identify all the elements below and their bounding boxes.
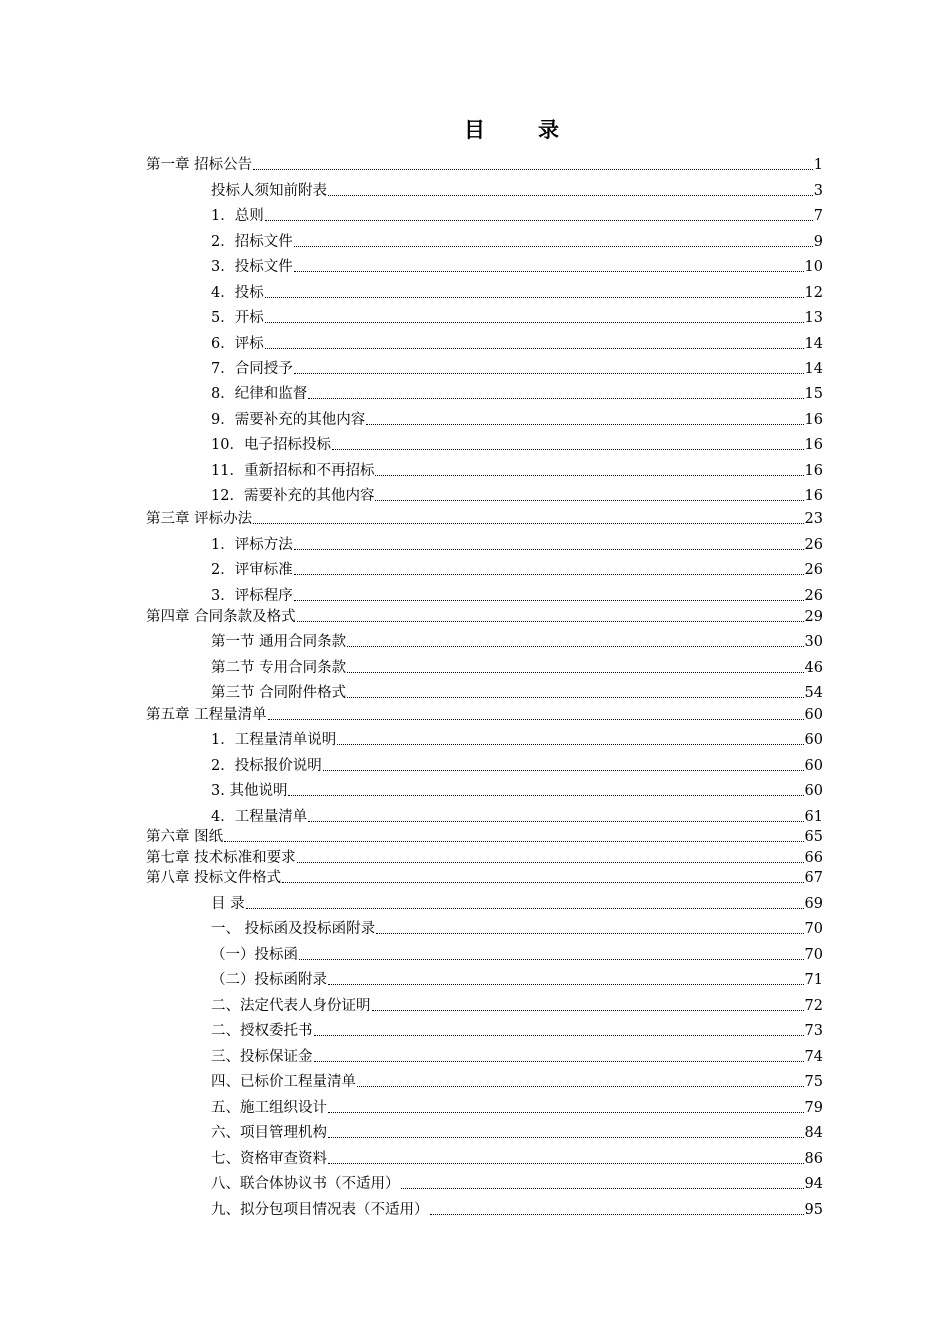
toc-entry-page: 69 — [804, 896, 823, 912]
toc-entry-page: 94 — [804, 1176, 823, 1192]
toc-entry-label: 3. 其他说明 — [211, 783, 288, 799]
toc-entry[interactable] — [211, 944, 823, 964]
toc-entry-label: （二）投标函附录 — [211, 972, 327, 988]
toc-entry[interactable] — [211, 1173, 823, 1193]
toc-entry[interactable] — [211, 1071, 823, 1091]
toc-entry-page: 14 — [804, 361, 823, 377]
toc-entry-label: 11．重新招标和不再招标 — [211, 463, 375, 479]
toc-entry-page: 54 — [804, 685, 823, 701]
toc-entry-label: 投标人须知前附表 — [211, 183, 327, 199]
toc-entry-label: 10．电子招标投标 — [211, 437, 331, 453]
toc-leader-dots — [265, 348, 804, 349]
toc-leader-dots — [372, 1010, 804, 1011]
toc-entry[interactable] — [146, 704, 823, 724]
toc-entry-page: 67 — [804, 870, 823, 886]
toc-leader-dots — [294, 271, 804, 272]
toc-entry-label: 二、法定代表人身份证明 — [211, 998, 371, 1014]
toc-entry-page: 70 — [804, 921, 823, 937]
toc-entry[interactable] — [211, 893, 823, 913]
toc-leader-dots — [430, 1214, 804, 1215]
toc-entry[interactable] — [211, 534, 823, 554]
toc-entry[interactable] — [211, 333, 823, 353]
toc-entry-page: 72 — [804, 998, 823, 1014]
toc-entry[interactable] — [211, 969, 823, 989]
toc-entry[interactable] — [146, 867, 823, 887]
toc-entry-label: 六、项目管理机构 — [211, 1125, 327, 1141]
toc-entry-label: 三、投标保证金 — [211, 1049, 313, 1065]
toc-entry[interactable] — [146, 826, 823, 846]
toc-leader-dots — [328, 1137, 804, 1138]
toc-entry[interactable] — [211, 1020, 823, 1040]
toc-entry[interactable] — [211, 631, 823, 651]
toc-entry[interactable] — [211, 434, 823, 454]
toc-leader-dots — [328, 195, 813, 196]
toc-entry[interactable] — [211, 806, 823, 826]
toc-entry[interactable] — [146, 508, 823, 528]
toc-entry-page: 26 — [804, 588, 823, 604]
toc-entry-label: 一、 投标函及投标函附录 — [211, 921, 376, 937]
toc-entry[interactable] — [211, 256, 823, 276]
toc-title-char-2: 录 — [538, 117, 560, 142]
toc-leader-dots — [294, 246, 813, 247]
toc-entry[interactable] — [211, 307, 823, 327]
toc-entry[interactable] — [211, 729, 823, 749]
toc-leader-dots — [328, 984, 804, 985]
toc-entry-label: 4．投标 — [211, 285, 264, 301]
toc-leader-dots — [294, 549, 804, 550]
toc-entry[interactable] — [211, 780, 823, 800]
toc-entry[interactable] — [146, 847, 823, 867]
toc-entry[interactable] — [211, 460, 823, 480]
toc-entry-page: 15 — [804, 386, 823, 402]
toc-entry-page: 30 — [804, 634, 823, 650]
toc-entry-label: 二、授权委托书 — [211, 1023, 313, 1039]
toc-entry-label: 第八章 投标文件格式 — [146, 870, 282, 886]
toc-entry-label: 6．评标 — [211, 336, 264, 352]
toc-leader-dots — [265, 297, 804, 298]
toc-entry[interactable] — [211, 485, 823, 505]
toc-entry-page: 16 — [804, 412, 823, 428]
toc-entry-label: 五、施工组织设计 — [211, 1100, 327, 1116]
toc-entry-label: 1．工程量清单说明 — [211, 732, 337, 748]
toc-entry[interactable] — [211, 409, 823, 429]
toc-leader-dots — [376, 933, 803, 934]
toc-entry[interactable] — [211, 205, 823, 225]
toc-entry-page: 74 — [804, 1049, 823, 1065]
toc-entry[interactable] — [211, 1097, 823, 1117]
toc-entry-label: 4．工程量清单 — [211, 809, 308, 825]
toc-entry-page: 7 — [813, 208, 823, 224]
toc-entry-page: 60 — [804, 707, 823, 723]
toc-leader-dots — [328, 1112, 804, 1113]
toc-entry[interactable] — [146, 154, 823, 174]
toc-entry-page: 60 — [804, 732, 823, 748]
toc-entry-page: 60 — [804, 783, 823, 799]
toc-entry-label: 3．评标程序 — [211, 588, 293, 604]
toc-entry[interactable] — [211, 1046, 823, 1066]
toc-entry-label: 第六章 图纸 — [146, 829, 224, 845]
toc-entry-page: 75 — [804, 1074, 823, 1090]
toc-entry-label: 第三章 评标办法 — [146, 511, 253, 527]
toc-entry-label: 第五章 工程量清单 — [146, 707, 267, 723]
toc-entry[interactable] — [211, 918, 823, 938]
toc-entry-label: 九、拟分包项目情况表（不适用） — [211, 1202, 429, 1218]
toc-entry-page: 46 — [804, 660, 823, 676]
toc-entry-label: 第三节 合同附件格式 — [211, 685, 347, 701]
toc-entry-page: 16 — [804, 437, 823, 453]
toc-entry-label: 3．投标文件 — [211, 259, 293, 275]
toc-entry-label: 第七章 技术标准和要求 — [146, 850, 296, 866]
toc-entry[interactable] — [211, 755, 823, 775]
toc-entry[interactable] — [211, 358, 823, 378]
toc-entry-page: 26 — [804, 537, 823, 553]
toc-leader-dots — [308, 398, 803, 399]
toc-leader-dots — [347, 672, 803, 673]
toc-entry-page: 79 — [804, 1100, 823, 1116]
toc-leader-dots — [297, 862, 804, 863]
toc-entry[interactable] — [211, 1122, 823, 1142]
toc-leader-dots — [337, 744, 803, 745]
toc-entry-page: 70 — [804, 947, 823, 963]
toc-entry-page: 29 — [804, 609, 823, 625]
toc-entry-label: 1．评标方法 — [211, 537, 293, 553]
toc-entry-page: 3 — [813, 183, 823, 199]
toc-entry[interactable] — [211, 559, 823, 579]
toc-entry-page: 73 — [804, 1023, 823, 1039]
toc-leader-dots — [299, 959, 804, 960]
toc-entry-label: 2．投标报价说明 — [211, 758, 322, 774]
toc-entry-page: 23 — [804, 511, 823, 527]
toc-entry[interactable] — [211, 1199, 823, 1219]
toc-entry-label: 12．需要补充的其他内容 — [211, 488, 375, 504]
toc-entry-page: 61 — [804, 809, 823, 825]
toc-leader-dots — [246, 908, 804, 909]
toc-entry-label: 9．需要补充的其他内容 — [211, 412, 366, 428]
toc-leader-dots — [323, 770, 804, 771]
toc-entry-label: 第一章 招标公告 — [146, 157, 253, 173]
toc-entry[interactable] — [211, 995, 823, 1015]
toc-leader-dots — [282, 882, 803, 883]
toc-entry-page: 95 — [804, 1202, 823, 1218]
toc-entry-page: 13 — [804, 310, 823, 326]
toc-leader-dots — [297, 621, 804, 622]
toc-entry-label: 2．招标文件 — [211, 234, 293, 250]
toc-entry-page: 1 — [813, 157, 823, 173]
toc-leader-dots — [294, 574, 804, 575]
toc-entry-page: 71 — [804, 972, 823, 988]
toc-leader-dots — [332, 449, 804, 450]
toc-entry-page: 26 — [804, 562, 823, 578]
toc-entry-label: 七、资格审查资料 — [211, 1151, 327, 1167]
toc-leader-dots — [357, 1086, 804, 1087]
toc-entry-page: 9 — [813, 234, 823, 250]
toc-entry[interactable] — [211, 682, 823, 702]
toc-leader-dots — [268, 719, 804, 720]
toc-entry[interactable] — [211, 180, 823, 200]
toc-entry-label: 1．总则 — [211, 208, 264, 224]
toc-entry[interactable] — [211, 657, 823, 677]
toc-entry-page: 16 — [804, 463, 823, 479]
toc-leader-dots — [294, 373, 804, 374]
toc-leader-dots — [253, 523, 803, 524]
toc-leader-dots — [328, 1163, 804, 1164]
toc-entry-label: 7．合同授予 — [211, 361, 293, 377]
toc-entry[interactable] — [146, 606, 823, 626]
toc-entry-label: 5．开标 — [211, 310, 264, 326]
toc-entry[interactable] — [211, 383, 823, 403]
toc-entry-label: 第四章 合同条款及格式 — [146, 609, 296, 625]
toc-entry-label: 8．纪律和监督 — [211, 386, 308, 402]
toc-leader-dots — [347, 646, 803, 647]
toc-entry-label: 2．评审标准 — [211, 562, 293, 578]
toc-leader-dots — [347, 697, 803, 698]
toc-leader-dots — [401, 1188, 804, 1189]
toc-entry-page: 16 — [804, 488, 823, 504]
toc-entry-page: 65 — [804, 829, 823, 845]
toc-entry-label: 八、联合体协议书（不适用） — [211, 1176, 400, 1192]
toc-leader-dots — [308, 821, 803, 822]
toc-entry-label: 目 录 — [211, 896, 245, 912]
toc-entry-page: 12 — [804, 285, 823, 301]
toc-leader-dots — [224, 841, 803, 842]
toc-leader-dots — [253, 169, 813, 170]
toc-entry-page: 10 — [804, 259, 823, 275]
toc-entry-page: 66 — [804, 850, 823, 866]
toc-entry-page: 60 — [804, 758, 823, 774]
toc-leader-dots — [314, 1061, 804, 1062]
toc-entry-label: 四、已标价工程量清单 — [211, 1074, 356, 1090]
toc-entry-page: 86 — [804, 1151, 823, 1167]
toc-entry-page: 84 — [804, 1125, 823, 1141]
toc-leader-dots — [288, 795, 803, 796]
toc-entry-label: （一）投标函 — [211, 947, 298, 963]
toc-entry[interactable] — [211, 282, 823, 302]
toc-entry[interactable] — [211, 585, 823, 605]
toc-entry-label: 第二节 专用合同条款 — [211, 660, 347, 676]
toc-leader-dots — [294, 600, 804, 601]
toc-leader-dots — [265, 322, 804, 323]
toc-leader-dots — [366, 424, 803, 425]
toc-entry[interactable] — [211, 231, 823, 251]
toc-leader-dots — [265, 220, 813, 221]
toc-entry-label: 第一节 通用合同条款 — [211, 634, 347, 650]
toc-leader-dots — [375, 500, 803, 501]
toc-title-char-1: 目 — [464, 117, 486, 142]
toc-leader-dots — [375, 475, 803, 476]
toc-entry[interactable] — [211, 1148, 823, 1168]
toc-leader-dots — [314, 1035, 804, 1036]
toc-entry-page: 14 — [804, 336, 823, 352]
